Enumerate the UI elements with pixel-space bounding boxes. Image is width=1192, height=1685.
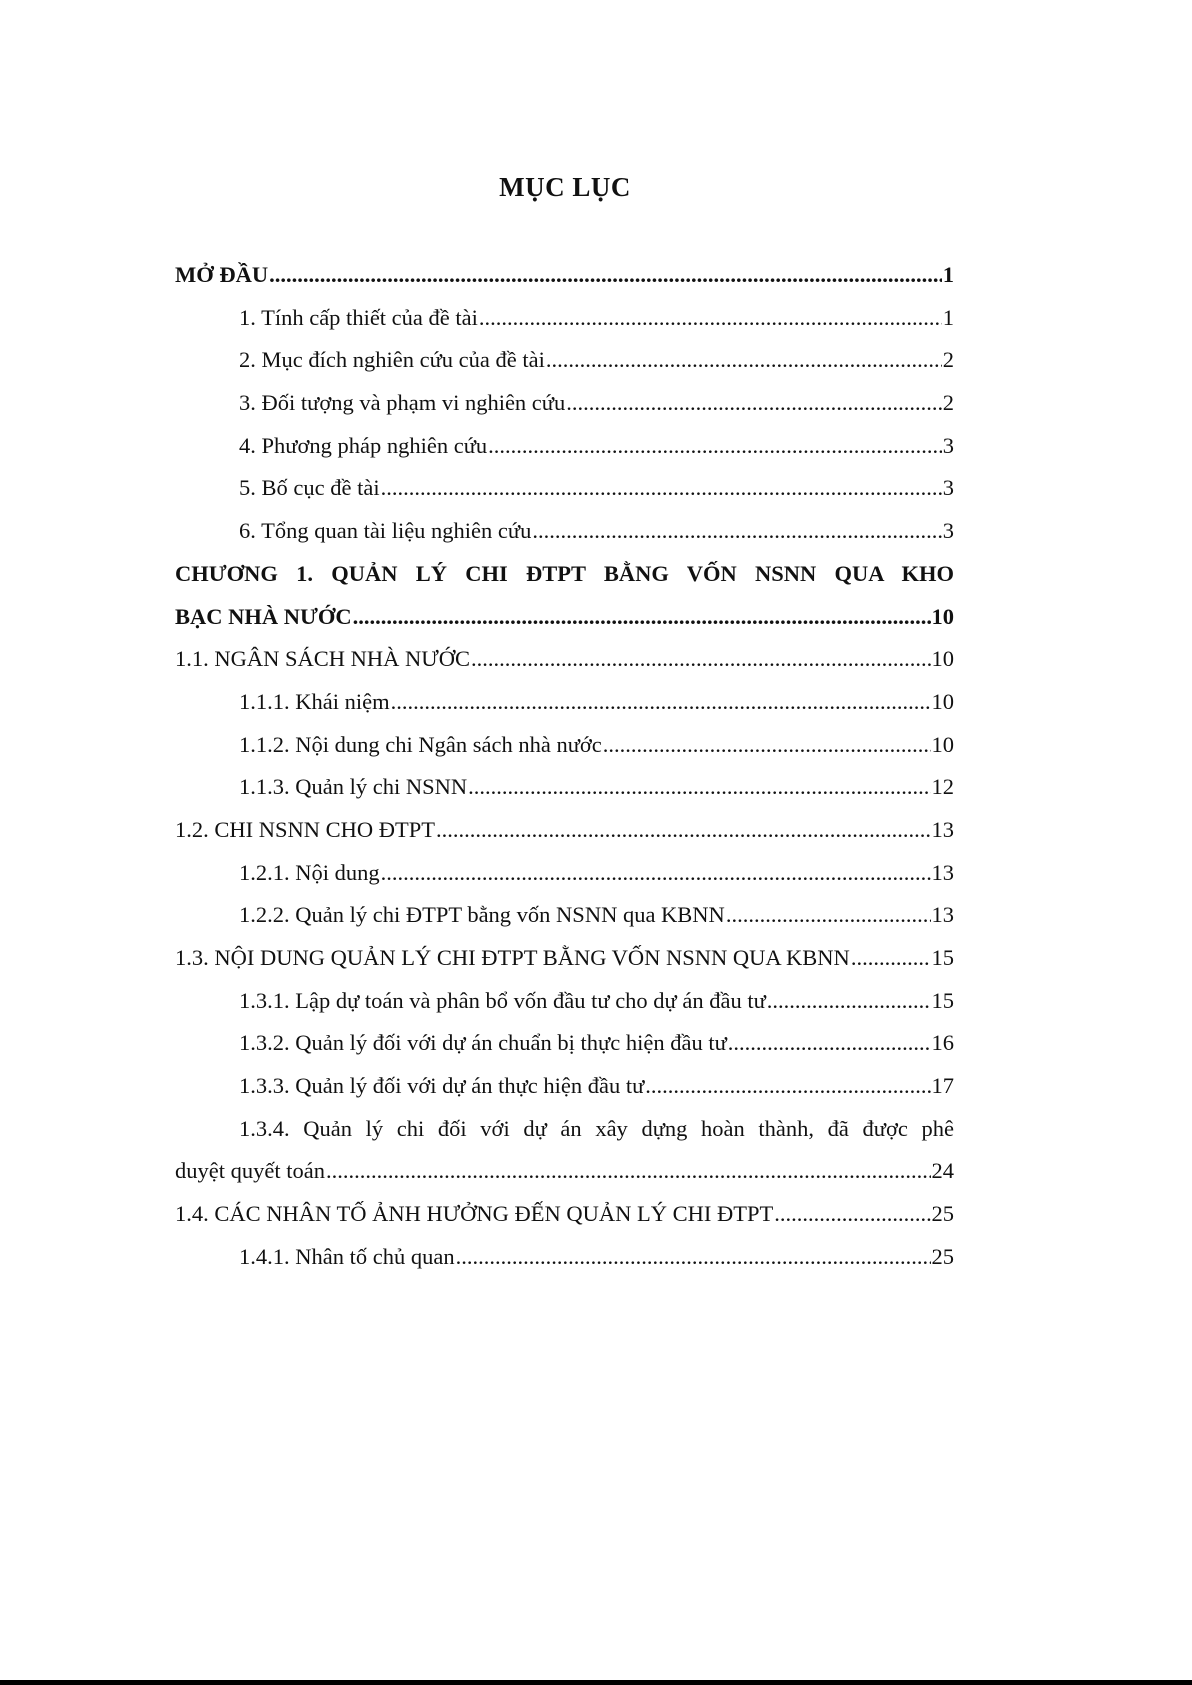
toc-entry-text: 1.3. NỘI DUNG QUẢN LÝ CHI ĐTPT BẰNG VỐN NSNN QUA KBNN (175, 945, 850, 970)
toc-page-number: 13 (931, 902, 954, 928)
dot-leader (767, 980, 931, 1023)
toc-page-number: 15 (931, 987, 954, 1013)
toc-entry[interactable] (175, 1236, 954, 1279)
toc-entry-text: 1.2. CHI NSNN CHO ĐTPT (175, 816, 436, 842)
toc-page-number: 3 (942, 475, 954, 501)
toc-page-number: 16 (931, 1030, 954, 1056)
toc-entry[interactable] (175, 852, 954, 895)
toc-entry-text: 1.1. NGÂN SÁCH NHÀ NƯỚC (175, 646, 470, 672)
toc-entry[interactable] (175, 894, 954, 937)
toc-entry[interactable] (175, 467, 954, 510)
toc-entry[interactable] (175, 766, 954, 809)
toc-page-number: 1 (942, 304, 954, 330)
bottom-edge-rule (0, 1680, 1192, 1685)
toc-page-number: 10 (931, 688, 954, 714)
dot-leader (436, 809, 930, 852)
dot-leader (532, 510, 941, 553)
toc-entry[interactable] (175, 297, 954, 340)
toc-page-number: 3 (942, 518, 954, 544)
toc-entry-text: 1.2.1. Nội dung (239, 859, 380, 885)
dot-leader (353, 596, 931, 639)
toc-entry-text-line-1: CHƯƠNG 1. QUẢN LÝ CHI ĐTPT BẰNG VỐN NSNN QUA KHO (175, 560, 954, 586)
toc-entry[interactable] (175, 425, 954, 468)
toc-page-number: 25 (931, 1243, 954, 1269)
toc-entry-text: 6. Tổng quan tài liệu nghiên cứu (239, 518, 532, 544)
dot-leader (851, 937, 931, 980)
toc-page-number: 10 (931, 603, 954, 629)
toc-page-number: 13 (931, 816, 954, 842)
toc-entry-text: 1.3.1. Lập dự toán và phân bổ vốn đầu tư cho dự án đầu tư (239, 987, 766, 1013)
toc-entry-text-line-2: BẠC NHÀ NƯỚC (175, 603, 352, 629)
toc-entry-1-3-4[interactable] (175, 1108, 954, 1193)
dot-leader (456, 1236, 931, 1279)
dot-leader (728, 1022, 931, 1065)
toc-entry-text: 1. Tính cấp thiết của đề tài (239, 304, 478, 330)
toc-page-number: 1 (942, 262, 954, 287)
toc-entry[interactable] (175, 937, 954, 980)
dot-leader (774, 1193, 930, 1236)
dot-leader (645, 1065, 930, 1108)
dot-leader (726, 894, 931, 937)
toc-page-number: 2 (942, 390, 954, 416)
dot-leader (468, 766, 930, 809)
toc-page-number: 13 (931, 859, 954, 885)
toc-entry-text: 1.1.2. Nội dung chi Ngân sách nhà nước (239, 731, 602, 757)
toc-entry[interactable] (175, 382, 954, 425)
toc-page-number: 15 (931, 945, 954, 970)
table-of-contents (175, 254, 954, 1279)
toc-entry-text: 1.1.1. Khái niệm (239, 688, 390, 714)
toc-entry[interactable] (175, 638, 954, 681)
toc-entry-text: 1.4. CÁC NHÂN TỐ ẢNH HƯỞNG ĐẾN QUẢN LÝ CHI ĐTPT (175, 1201, 774, 1227)
toc-entry-text: 1.3.2. Quản lý đối với dự án chuẩn bị thực hiện đầu tư (239, 1030, 727, 1056)
toc-entry-text: MỞ ĐẦU (175, 262, 269, 287)
toc-page-number: 24 (931, 1158, 954, 1184)
toc-entry-line-2 (175, 596, 954, 639)
toc-entry-text: 3. Đối tượng và phạm vi nghiên cứu (239, 390, 566, 416)
toc-page-number: 3 (942, 432, 954, 458)
toc-entry[interactable] (175, 339, 954, 382)
toc-entry[interactable] (175, 724, 954, 767)
toc-page-number: 25 (931, 1201, 954, 1227)
toc-page-number: 12 (931, 774, 954, 800)
toc-page-number: 2 (942, 347, 954, 373)
dot-leader (546, 339, 942, 382)
toc-entry-text: 5. Bố cục đề tài (239, 475, 380, 501)
dot-leader (381, 467, 942, 510)
toc-entry[interactable] (175, 510, 954, 553)
toc-entry[interactable] (175, 681, 954, 724)
toc-entry-text: 1.3.3. Quản lý đối với dự án thực hiện đầu tư (239, 1073, 645, 1099)
toc-entry-text: 1.4.1. Nhân tố chủ quan (239, 1243, 455, 1269)
page-title: MỤC LỤC (499, 172, 631, 202)
toc-entry-text: 1.2.2. Quản lý chi ĐTPT bằng vốn NSNN qua KBNN (239, 902, 725, 928)
toc-page-number: 17 (931, 1073, 954, 1099)
dot-leader (381, 852, 931, 895)
dot-leader (488, 425, 942, 468)
toc-entry[interactable] (175, 1193, 954, 1236)
dot-leader (391, 681, 931, 724)
toc-entry-text-line-2: duyệt quyết toán (175, 1158, 325, 1184)
dot-leader (603, 724, 931, 767)
toc-entry-text: 1.1.3. Quản lý chi NSNN (239, 774, 468, 800)
toc-entry[interactable] (175, 1065, 954, 1108)
toc-entry-text-line-1: 1.3.4. Quản lý chi đối với dự án xây dựng hoàn thành, đã được phê (239, 1115, 954, 1141)
toc-entry-line-2 (175, 1150, 954, 1193)
toc-entry-chapter-1[interactable] (175, 553, 954, 638)
dot-leader (326, 1150, 931, 1193)
dot-leader (471, 638, 931, 681)
toc-entry[interactable] (175, 1022, 954, 1065)
toc-entry[interactable] (175, 980, 954, 1023)
dot-leader (269, 254, 942, 297)
dot-leader (566, 382, 942, 425)
toc-entry-text: 4. Phương pháp nghiên cứu (239, 432, 488, 458)
toc-page-number: 10 (931, 646, 954, 672)
toc-entry[interactable] (175, 254, 954, 297)
dot-leader (479, 297, 942, 340)
toc-entry[interactable] (175, 809, 954, 852)
toc-page-number: 10 (931, 731, 954, 757)
toc-entry-text: 2. Mục đích nghiên cứu của đề tài (239, 347, 545, 373)
